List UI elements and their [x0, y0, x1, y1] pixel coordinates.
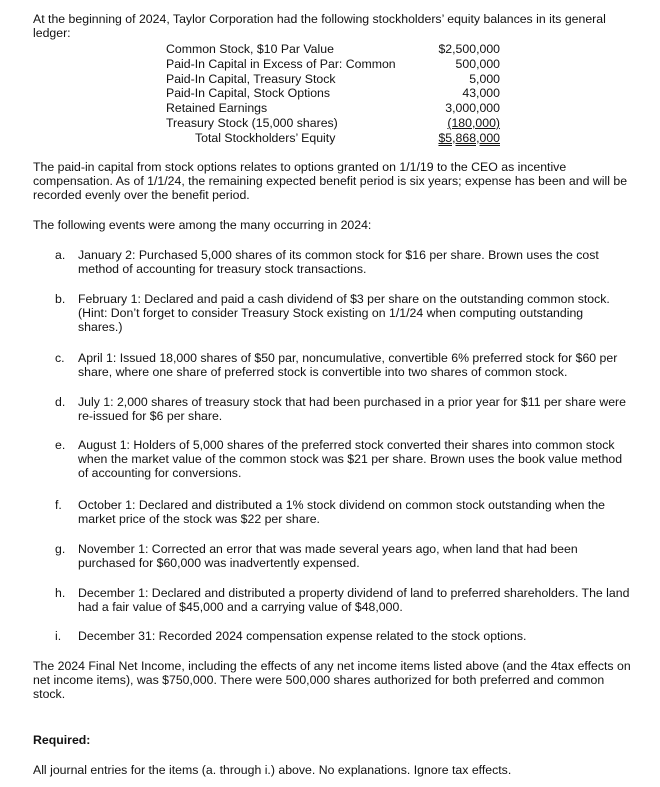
- balance-label: Paid-In Capital, Treasury Stock: [166, 71, 336, 86]
- item-text: December 31: Recorded 2024 compensation expense related to the stock options.: [78, 629, 527, 643]
- list-item: [55, 351, 630, 379]
- list-item: [55, 395, 630, 423]
- list-item: [55, 542, 630, 570]
- equity-balances-table: [166, 42, 500, 146]
- total-label: Total Stockholders’ Equity: [195, 130, 336, 145]
- balance-label: Paid-In Capital, Stock Options: [166, 86, 331, 101]
- item-text: August 1: Holders of 5,000 shares of the preferred stock converted their shares into common stock when the market value of the common stock was $21 per share. Brown uses the book value method of accounting for conversions.: [78, 438, 623, 480]
- balance-row: [166, 86, 500, 101]
- stock-options-paragraph: The paid-in capital from stock options relates to options granted on 1/1/19 to the CEO as incentive compensation. As of 1/1/24, the remaining expected benefit period is six years; expense has been and will be recorded evenly over the benefit period.: [33, 160, 628, 202]
- required-heading: Required:: [33, 733, 91, 747]
- balance-amount: 500,000: [455, 56, 500, 71]
- events-intro: The following events were among the many occurring in 2024:: [33, 218, 372, 232]
- list-item: [55, 248, 630, 276]
- item-text: October 1: Declared and distributed a 1% stock dividend on common stock outstanding when the market price of the stock was $22 per share.: [78, 498, 606, 526]
- item-letter: c.: [55, 351, 65, 365]
- balance-row: [166, 42, 500, 57]
- item-letter: e.: [55, 438, 66, 452]
- list-item: [55, 292, 630, 334]
- item-letter: g.: [55, 542, 66, 556]
- item-text: February 1: Declared and paid a cash dividend of $3 per share on the outstanding common stock. (Hint: Don’t forget to consider Treasury Stock existing on 1/1/24 when computing outstanding shares.): [78, 292, 610, 334]
- total-amount: $5,868,000: [438, 130, 500, 145]
- net-income-paragraph: The 2024 Final Net Income, including the effects of any net income items listed above (and the 4tax effects on net income items), was $750,000. There were 500,000 shares authorized for both preferred and common stock.: [33, 659, 631, 701]
- item-text: April 1: Issued 18,000 shares of $50 par, noncumulative, convertible 6% preferred stock for $60 per share, where one share of preferred stock is convertible into two shares of common stock.: [78, 351, 618, 379]
- intro-paragraph: At the beginning of 2024, Taylor Corporation had the following stockholders’ equity balances in its general ledger:: [33, 12, 606, 40]
- list-item: [55, 629, 630, 643]
- item-letter: d.: [55, 395, 66, 409]
- balance-row: [166, 116, 500, 131]
- balance-row: [166, 57, 500, 72]
- balance-amount: (180,000): [447, 115, 500, 130]
- balance-row: [166, 72, 500, 87]
- item-letter: f.: [55, 498, 62, 512]
- item-letter: i.: [55, 629, 62, 643]
- item-letter: a.: [55, 248, 66, 262]
- balance-amount: 3,000,000: [445, 101, 500, 116]
- item-text: January 2: Purchased 5,000 shares of its common stock for $16 per share. Brown uses the cost method of accounting for treasury stock transactions.: [78, 248, 599, 276]
- item-text: July 1: 2,000 shares of treasury stock that had been purchased in a prior year for $11 per share were re-issued for $6 per share.: [78, 395, 626, 423]
- balance-label: Paid-In Capital in Excess of Par: Common: [166, 56, 396, 71]
- balance-label: Treasury Stock (15,000 shares): [166, 115, 338, 130]
- balance-label: Common Stock, $10 Par Value: [166, 42, 334, 56]
- required-text: All journal entries for the items (a. through i.) above. No explanations. Ignore tax effects.: [33, 763, 512, 777]
- item-text: November 1: Corrected an error that was made several years ago, when land that had been purchased for $60,000 was inadvertently expensed.: [78, 542, 578, 570]
- list-item: [55, 438, 630, 480]
- item-letter: h.: [55, 586, 66, 600]
- item-letter: b.: [55, 292, 66, 306]
- item-text: December 1: Declared and distributed a property dividend of land to preferred shareholders. The land had a fair value of $45,000 and a carrying value of $48,000.: [78, 586, 630, 614]
- balance-amount: $2,500,000: [438, 42, 500, 56]
- balance-amount: 43,000: [462, 86, 500, 101]
- total-row: [166, 131, 500, 146]
- list-item: [55, 586, 630, 614]
- balance-label: Retained Earnings: [166, 101, 268, 116]
- list-item: [55, 498, 630, 526]
- balance-amount: 5,000: [469, 71, 500, 86]
- balance-row: [166, 101, 500, 116]
